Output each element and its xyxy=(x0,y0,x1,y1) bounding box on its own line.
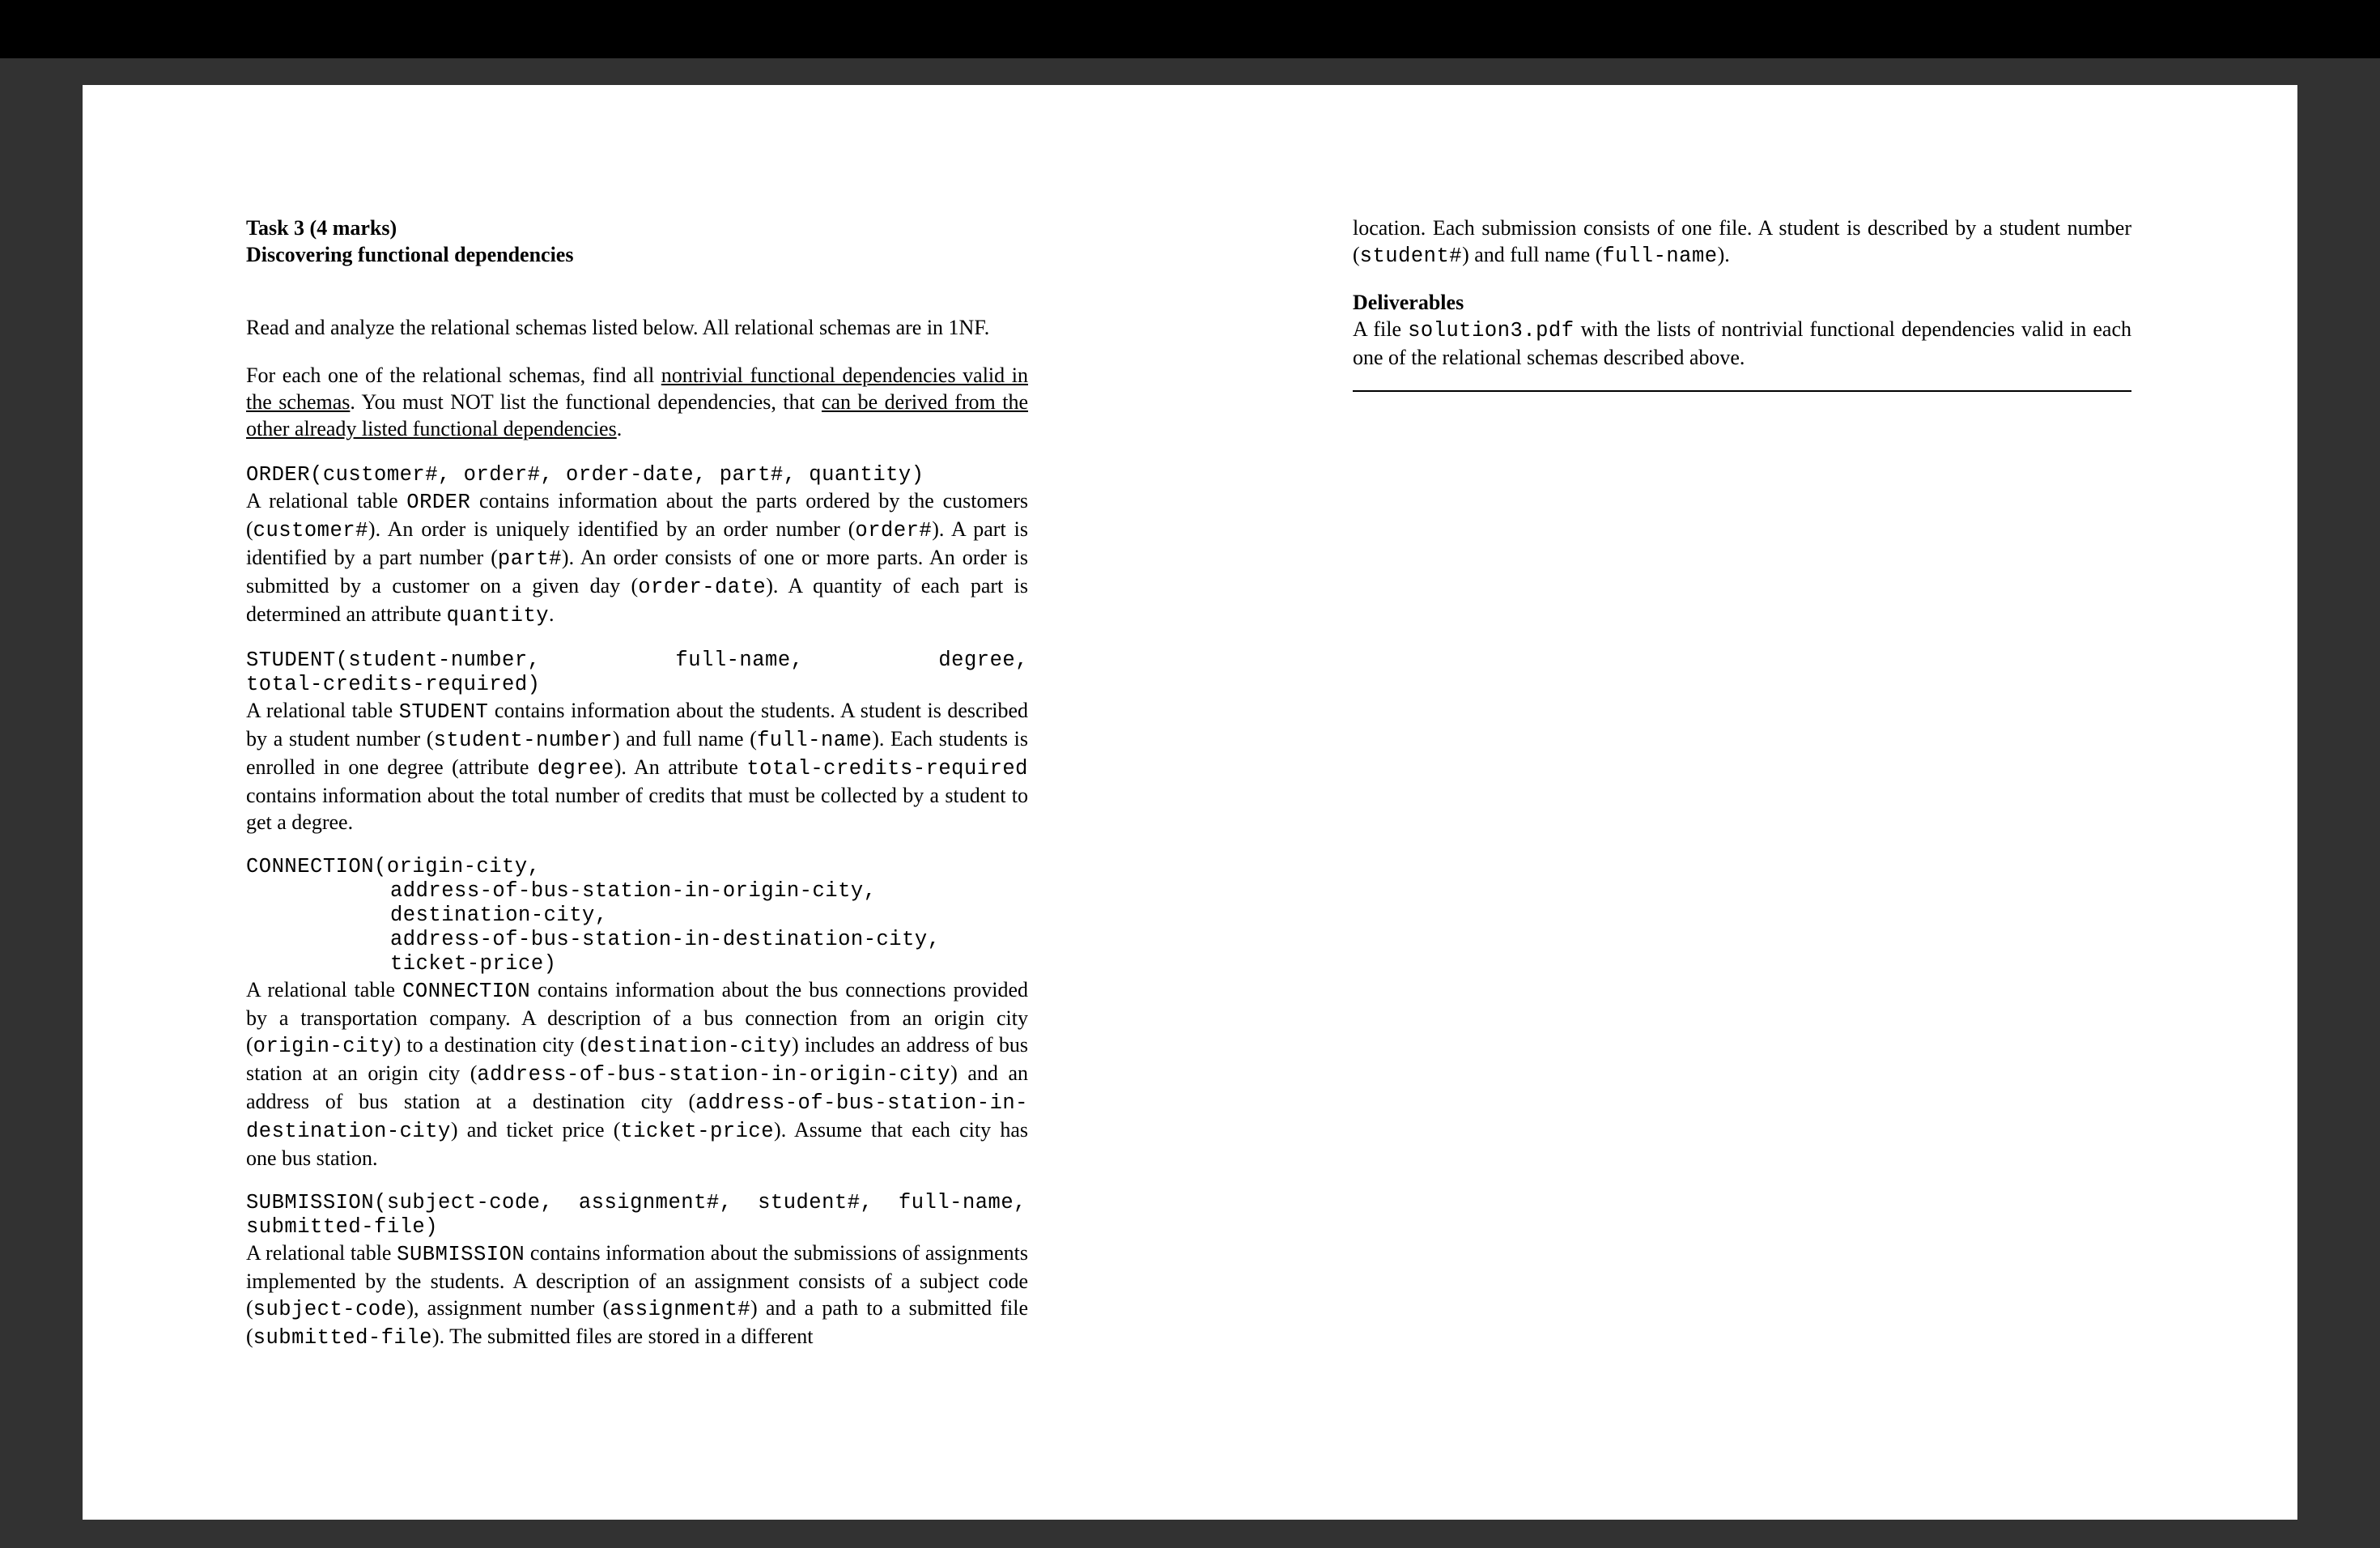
connection-description xyxy=(246,976,1028,1172)
text: ). A part is identified by a part number ( xyxy=(246,517,1028,569)
text: contains information about the submissions of assignments implemented by the students. A description of an assignment consists of a subject code ( xyxy=(246,1241,1028,1320)
code: address-of-bus-station-in-destination-city xyxy=(246,1091,1028,1143)
code: full-name xyxy=(1602,245,1718,268)
code: total-credits-required xyxy=(746,757,1028,780)
order-schema-block xyxy=(246,463,1028,629)
code: origin-city xyxy=(253,1035,394,1058)
student-schema-line-1 xyxy=(246,649,1028,673)
instr-underline-1: nontrivial functional dependencies valid in the schemas xyxy=(246,364,1028,414)
text: ) and full name ( xyxy=(612,727,757,751)
code: solution3.pdf xyxy=(1408,319,1575,342)
code: SUBMISSION xyxy=(397,1243,525,1266)
code: part# xyxy=(497,547,562,571)
student-schema-block xyxy=(246,649,1028,836)
right-column xyxy=(1353,215,2131,392)
text: ). A quantity of each part is determined an attribute xyxy=(246,574,1028,626)
text: ). Each students is enrolled in one degree (attribute xyxy=(246,727,1029,779)
connection-schema-line-4: address-of-bus-station-in-destination-city, xyxy=(390,928,941,951)
text: ) includes an address of bus station at an origin city ( xyxy=(246,1033,1028,1085)
text: ). xyxy=(1717,243,1730,266)
code: student-number xyxy=(433,729,613,752)
schema-part: degree, xyxy=(938,649,1028,672)
schema-part: STUDENT(student-number, xyxy=(246,649,541,672)
student-schema-line-2: total-credits-required) xyxy=(246,673,541,696)
code: STUDENT xyxy=(398,700,489,724)
document-page xyxy=(83,85,2297,1520)
intro-paragraph: Read and analyze the relational schemas listed below. All relational schemas are in 1NF. xyxy=(246,316,990,339)
student-description xyxy=(246,697,1028,836)
horizontal-rule xyxy=(1353,390,2131,392)
submission-schema-line-2: submitted-file) xyxy=(246,1215,439,1239)
code: CONNECTION xyxy=(402,980,531,1003)
text: ), assignment number ( xyxy=(406,1296,610,1320)
code: subject-code xyxy=(253,1298,407,1321)
deliverables-paragraph xyxy=(1353,316,2131,371)
text: with the lists of nontrivial functional dependencies valid in each one of the relational schemas described above. xyxy=(1353,317,2131,369)
code: ORDER xyxy=(406,491,471,514)
text: . xyxy=(549,602,555,626)
code: full-name xyxy=(756,729,873,752)
deliverables-heading: Deliverables xyxy=(1353,291,1464,314)
submission-schema-block xyxy=(246,1191,1028,1351)
connection-schema-block xyxy=(246,855,1028,1172)
connection-schema-line-1: CONNECTION(origin-city, xyxy=(246,855,541,878)
text: ) and an address of bus station at a destination city ( xyxy=(246,1061,1028,1113)
text: A file xyxy=(1353,317,1409,341)
text: ) and ticket price ( xyxy=(450,1118,621,1142)
schema-part: full-name, xyxy=(675,649,804,672)
connection-schema-line-3: destination-city, xyxy=(390,904,608,927)
task-title: Task 3 (4 marks) xyxy=(246,216,397,240)
text: ). The submitted files are stored in a different xyxy=(431,1325,814,1348)
code: assignment# xyxy=(610,1298,751,1321)
submission-continued xyxy=(1353,215,2131,270)
code: submitted-file xyxy=(253,1326,432,1350)
instr-text-a: For each one of the relational schemas, find all xyxy=(246,364,661,387)
code: destination-city xyxy=(587,1035,792,1058)
text: contains information about the total number of credits that must be collected by a student to get a degree. xyxy=(246,784,1028,834)
instr-underline-2: can be derived from the other already listed functional dependencies xyxy=(246,390,1029,440)
text: A relational table xyxy=(246,489,407,512)
connection-schema-line-2: address-of-bus-station-in-origin-city, xyxy=(390,879,877,903)
code: quantity xyxy=(446,604,550,627)
text: A relational table xyxy=(246,978,403,1002)
code: address-of-bus-station-in-origin-city xyxy=(477,1063,951,1087)
text: A relational table xyxy=(246,1241,397,1265)
code: student# xyxy=(1359,245,1463,268)
code: order-date xyxy=(638,576,767,599)
text: contains information about the parts ordered by the customers ( xyxy=(246,489,1028,541)
viewer-top-bar xyxy=(0,0,2380,58)
instructions-paragraph xyxy=(246,362,1028,442)
text: ) to a destination city ( xyxy=(393,1033,588,1057)
submission-schema-line-1: SUBMISSION(subject-code, assignment#, student#, full-name, xyxy=(246,1191,1026,1214)
order-schema: ORDER(customer#, order#, order-date, part#, quantity) xyxy=(246,463,924,487)
text: contains information about the bus connections provided by a transportation company. A description of a bus connection from an origin city ( xyxy=(246,978,1028,1057)
text: ). Assume that each city has one bus station. xyxy=(246,1118,1028,1170)
instr-text-b: . You must NOT list the functional dependencies, that xyxy=(350,390,822,414)
code: degree xyxy=(537,757,614,780)
text: contains information about the students. A student is described by a student number ( xyxy=(246,699,1028,751)
text: location. Each submission consists of one file. A student is described by a student number ( xyxy=(1353,216,2131,266)
order-description xyxy=(246,487,1028,629)
text: ). An attribute xyxy=(614,755,747,779)
code: customer# xyxy=(253,519,368,542)
instr-text-c: . xyxy=(616,417,623,440)
task-subtitle: Discovering functional dependencies xyxy=(246,243,574,266)
text: ). An order is uniquely identified by an order number ( xyxy=(368,517,856,541)
connection-schema-line-5: ticket-price) xyxy=(390,952,557,976)
text: ) and full name ( xyxy=(1462,243,1603,266)
submission-description xyxy=(246,1240,1028,1351)
text: ). An order consists of one or more parts. An order is submitted by a customer on a given day ( xyxy=(246,546,1028,598)
text: A relational table xyxy=(246,699,399,722)
code: ticket-price xyxy=(620,1120,775,1143)
code: order# xyxy=(855,519,933,542)
left-column xyxy=(246,215,1028,1351)
text: ) and a path to a submitted file ( xyxy=(246,1296,1028,1348)
